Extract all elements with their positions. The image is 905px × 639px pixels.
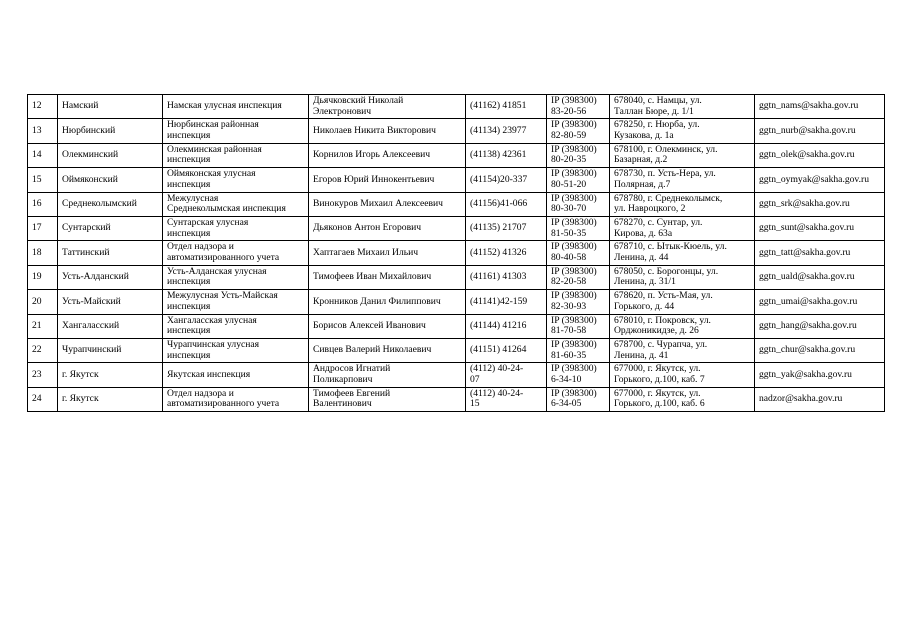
- row-number: 18: [28, 241, 58, 265]
- ip-phone: IP (398300) 81-70-58: [547, 314, 610, 338]
- postal-address: 678620, п. Усть-Мая, ул. Горького, д. 44: [610, 290, 755, 314]
- district-name: Оймяконский: [58, 168, 163, 192]
- table-row: [28, 143, 885, 167]
- row-number: 24: [28, 387, 58, 411]
- inspector-name: Тимофеев Евгений Валентинович: [309, 387, 466, 411]
- postal-address: 678710, с. Ытык-Кюель, ул. Ленина, д. 44: [610, 241, 755, 265]
- email-address: ggtn_chur@sakha.gov.ru: [755, 338, 885, 362]
- table-row: [28, 363, 885, 387]
- inspector-name: Егоров Юрий Иннокентьевич: [309, 168, 466, 192]
- inspection-name: Олекминская районная инспекция: [163, 143, 309, 167]
- ip-phone: IP (398300) 81-50-35: [547, 216, 610, 240]
- inspector-name: Сивцев Валерий Николаевич: [309, 338, 466, 362]
- email-address: ggtn_oymyak@sakha.gov.ru: [755, 168, 885, 192]
- postal-address: 678730, п. Усть-Нера, ул. Полярная, д.7: [610, 168, 755, 192]
- inspector-name: Андросов Игнатий Поликарпович: [309, 363, 466, 387]
- inspections-table: [27, 94, 885, 412]
- phone-number: (41144) 41216: [466, 314, 547, 338]
- inspector-name: Дьячковский Николай Электронович: [309, 95, 466, 119]
- phone-number: (41135) 21707: [466, 216, 547, 240]
- email-address: ggtn_nurb@sakha.gov.ru: [755, 119, 885, 143]
- table-row: [28, 119, 885, 143]
- phone-number: (41138) 42361: [466, 143, 547, 167]
- ip-phone: IP (398300) 82-20-58: [547, 265, 610, 289]
- row-number: 21: [28, 314, 58, 338]
- district-name: Олекминский: [58, 143, 163, 167]
- ip-phone: IP (398300) 80-40-58: [547, 241, 610, 265]
- row-number: 14: [28, 143, 58, 167]
- district-name: Намский: [58, 95, 163, 119]
- ip-phone: IP (398300) 83-20-56: [547, 95, 610, 119]
- email-address: ggtn_srk@sakha.gov.ru: [755, 192, 885, 216]
- ip-phone: IP (398300) 80-20-35: [547, 143, 610, 167]
- table-row: [28, 192, 885, 216]
- district-name: Среднеколымский: [58, 192, 163, 216]
- postal-address: 678780, г. Среднеколымск, ул. Навроцкого, 2: [610, 192, 755, 216]
- postal-address: 677000, г. Якутск, ул. Горького, д.100, каб. 6: [610, 387, 755, 411]
- row-number: 15: [28, 168, 58, 192]
- table-row: [28, 314, 885, 338]
- postal-address: 678040, с. Намцы, ул. Таллан Бюре, д. 1/1: [610, 95, 755, 119]
- email-address: ggtn_uald@sakha.gov.ru: [755, 265, 885, 289]
- inspection-name: Отдел надзора и автоматизированного учета: [163, 241, 309, 265]
- postal-address: 678270, с. Сунтар, ул. Кирова, д. 63а: [610, 216, 755, 240]
- postal-address: 678100, г. Олекминск, ул. Базарная, д.2: [610, 143, 755, 167]
- inspection-name: Отдел надзора и автоматизированного учета: [163, 387, 309, 411]
- phone-number: (4112) 40-24- 07: [466, 363, 547, 387]
- email-address: nadzor@sakha.gov.ru: [755, 387, 885, 411]
- phone-number: (41162) 41851: [466, 95, 547, 119]
- inspection-name: Хангаласская улусная инспекция: [163, 314, 309, 338]
- inspector-name: Борисов Алексей Иванович: [309, 314, 466, 338]
- ip-phone: IP (398300) 6-34-10: [547, 363, 610, 387]
- district-name: Усть-Алданский: [58, 265, 163, 289]
- inspection-name: Нюрбинская районная инспекция: [163, 119, 309, 143]
- district-name: Усть-Майский: [58, 290, 163, 314]
- postal-address: 678250, г. Нюрба, ул. Кузакова, д. 1а: [610, 119, 755, 143]
- postal-address: 678010, г. Покровск, ул. Орджоникидзе, д. 26: [610, 314, 755, 338]
- ip-phone: IP (398300) 81-60-35: [547, 338, 610, 362]
- inspection-name: Намская улусная инспекция: [163, 95, 309, 119]
- phone-number: (4112) 40-24- 15: [466, 387, 547, 411]
- table-row: [28, 216, 885, 240]
- postal-address: 678050, с. Борогонцы, ул. Ленина, д. 31/1: [610, 265, 755, 289]
- phone-number: (41134) 23977: [466, 119, 547, 143]
- ip-phone: IP (398300) 80-51-20: [547, 168, 610, 192]
- row-number: 22: [28, 338, 58, 362]
- inspection-name: Усть-Алданская улусная инспекция: [163, 265, 309, 289]
- inspector-name: Дьяконов Антон Егорович: [309, 216, 466, 240]
- inspection-name: Чурапчинская улусная инспекция: [163, 338, 309, 362]
- phone-number: (41156)41-066: [466, 192, 547, 216]
- ip-phone: IP (398300) 80-30-70: [547, 192, 610, 216]
- email-address: ggtn_tatt@sakha.gov.ru: [755, 241, 885, 265]
- inspection-name: Сунтарская улусная инспекция: [163, 216, 309, 240]
- table-row: [28, 95, 885, 119]
- email-address: ggtn_nams@sakha.gov.ru: [755, 95, 885, 119]
- inspection-name: Межулусная Усть-Майская инспекция: [163, 290, 309, 314]
- row-number: 19: [28, 265, 58, 289]
- inspection-name: Оймяконская улусная инспекция: [163, 168, 309, 192]
- inspection-name: Межулусная Среднеколымская инспекция: [163, 192, 309, 216]
- phone-number: (41152) 41326: [466, 241, 547, 265]
- row-number: 23: [28, 363, 58, 387]
- district-name: г. Якутск: [58, 387, 163, 411]
- district-name: Чурапчинский: [58, 338, 163, 362]
- district-name: г. Якутск: [58, 363, 163, 387]
- row-number: 13: [28, 119, 58, 143]
- postal-address: 677000, г. Якутск, ул. Горького, д.100, каб. 7: [610, 363, 755, 387]
- table-body: [28, 95, 885, 412]
- table-row: [28, 290, 885, 314]
- row-number: 17: [28, 216, 58, 240]
- inspector-name: Хаптагаев Михаил Ильич: [309, 241, 466, 265]
- email-address: ggtn_umai@sakha.gov.ru: [755, 290, 885, 314]
- row-number: 20: [28, 290, 58, 314]
- phone-number: (41161) 41303: [466, 265, 547, 289]
- phone-number: (41141)42-159: [466, 290, 547, 314]
- table-row: [28, 265, 885, 289]
- table-row: [28, 338, 885, 362]
- table-row: [28, 387, 885, 411]
- inspector-name: Николаев Никита Викторович: [309, 119, 466, 143]
- district-name: Таттинский: [58, 241, 163, 265]
- table-row: [28, 241, 885, 265]
- table-row: [28, 168, 885, 192]
- email-address: ggtn_sunt@sakha.gov.ru: [755, 216, 885, 240]
- district-name: Хангаласский: [58, 314, 163, 338]
- phone-number: (41151) 41264: [466, 338, 547, 362]
- inspector-name: Кронников Данил Филиппович: [309, 290, 466, 314]
- email-address: ggtn_olek@sakha.gov.ru: [755, 143, 885, 167]
- row-number: 12: [28, 95, 58, 119]
- inspector-name: Винокуров Михаил Алексеевич: [309, 192, 466, 216]
- district-name: Нюрбинский: [58, 119, 163, 143]
- email-address: ggtn_yak@sakha.gov.ru: [755, 363, 885, 387]
- inspector-name: Корнилов Игорь Алексеевич: [309, 143, 466, 167]
- inspector-name: Тимофеев Иван Михайлович: [309, 265, 466, 289]
- phone-number: (41154)20-337: [466, 168, 547, 192]
- district-name: Сунтарский: [58, 216, 163, 240]
- inspection-name: Якутская инспекция: [163, 363, 309, 387]
- row-number: 16: [28, 192, 58, 216]
- ip-phone: IP (398300) 6-34-05: [547, 387, 610, 411]
- email-address: ggtn_hang@sakha.gov.ru: [755, 314, 885, 338]
- ip-phone: IP (398300) 82-80-59: [547, 119, 610, 143]
- ip-phone: IP (398300) 82-30-93: [547, 290, 610, 314]
- postal-address: 678700, с. Чурапча, ул. Ленина, д. 41: [610, 338, 755, 362]
